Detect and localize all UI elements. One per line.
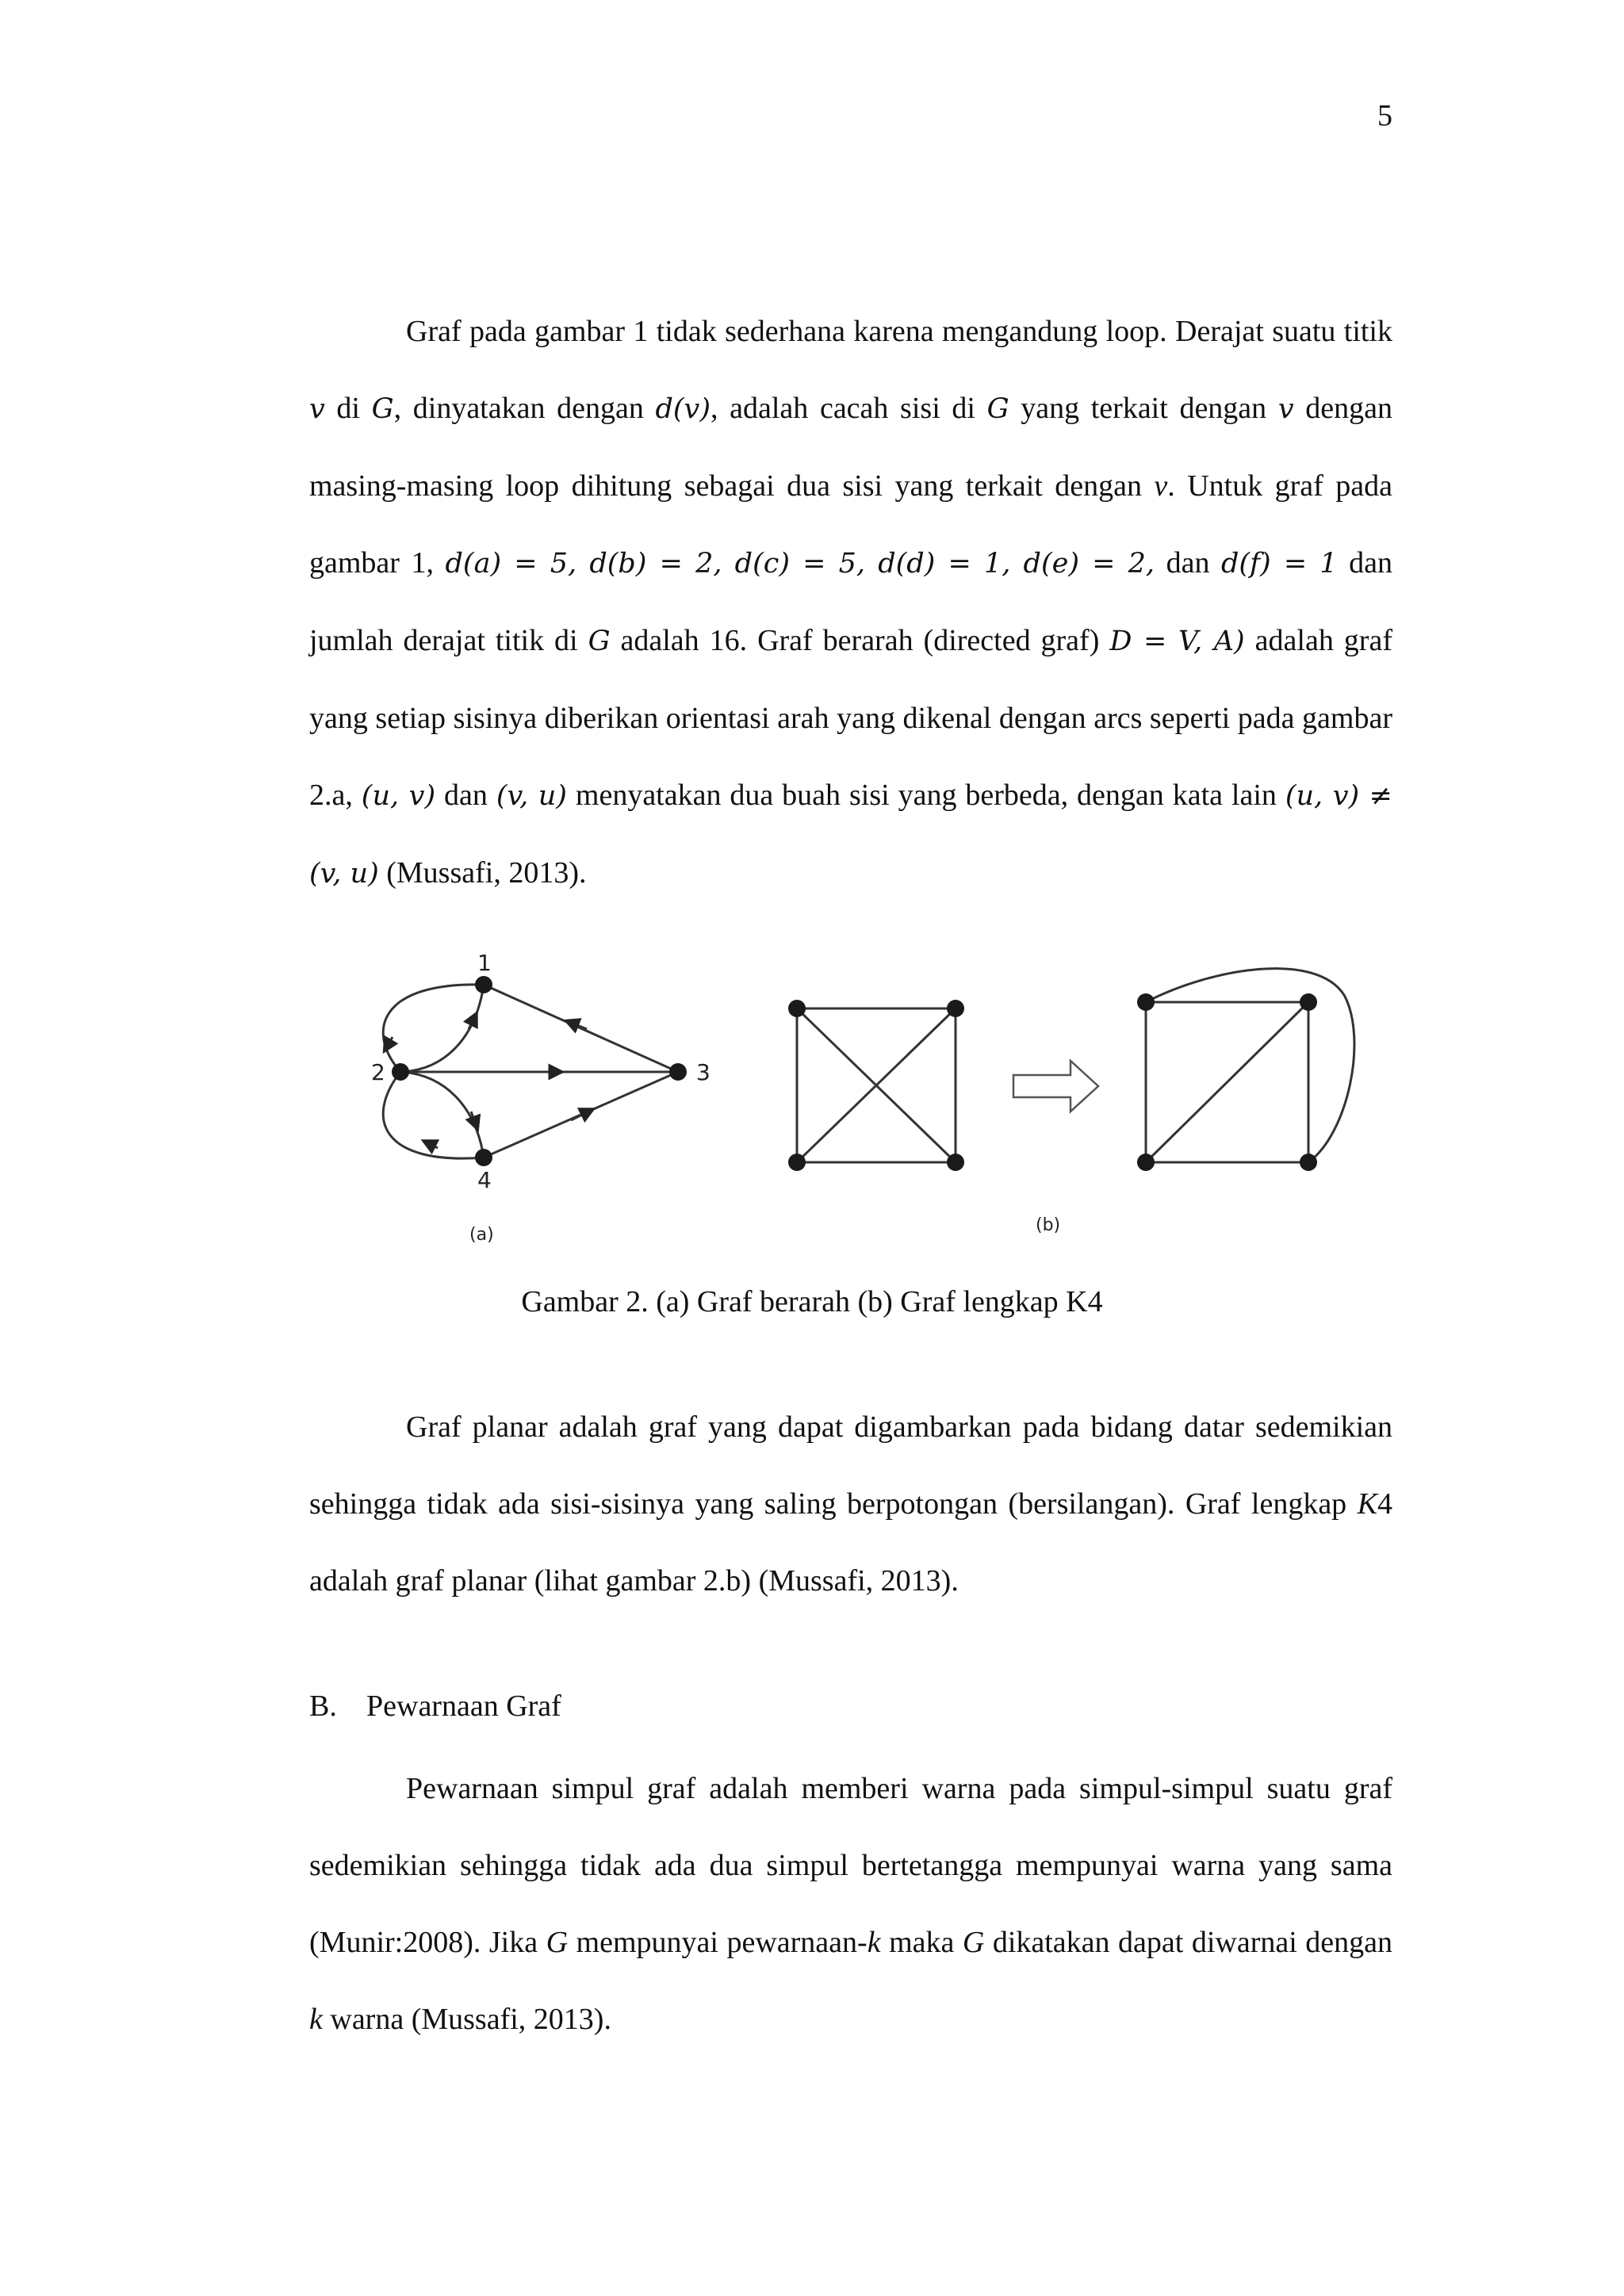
node-1 <box>475 976 492 993</box>
figure-svg <box>349 936 1404 1269</box>
figure-graphs <box>349 936 1404 1269</box>
k4p-node-tr <box>1300 993 1317 1011</box>
k4-planar-outer-edge <box>1146 969 1354 1162</box>
edge-2-1-inner <box>400 985 484 1072</box>
k4-node-bl <box>788 1154 806 1171</box>
node-2 <box>392 1063 409 1081</box>
directed-graph <box>383 985 678 1158</box>
arrow-4-3 <box>571 1112 588 1120</box>
k4p-node-tl <box>1137 993 1155 1011</box>
k4p-node-bl <box>1137 1154 1155 1171</box>
arrow-2-4-outer <box>428 1143 438 1148</box>
arrow-2-1-outer <box>387 1037 393 1047</box>
k4-node-tl <box>788 1000 806 1017</box>
figure-caption: Gambar 2. (a) Graf berarah (b) Graf lengkap K4 <box>521 1285 1103 1318</box>
label-a: (a) <box>469 1225 494 1245</box>
paragraph-coloring: Pewarnaan simpul graf adalah memberi warna pada simpul-simpul suatu graf sedemikian sehingga tidak ada dua simpul bertetangga mempunyai warna yang sama (Munir:2008). Jika G mempunyai pewarnaan-k maka G dikatakan dapat diwarnai dengan k warna (Mussafi, 2013). <box>309 1772 1393 2036</box>
k4-planar <box>1146 969 1354 1162</box>
node-label-4: 4 <box>477 1167 492 1193</box>
node-label-1: 1 <box>477 950 492 976</box>
node-3 <box>669 1063 687 1081</box>
paragraph-directed-graph: Graf pada gambar 1 tidak sederhana karena mengandung loop. Derajat suatu titik v di G, dinyatakan dengan d(v), adalah cacah sisi di G yang terkait dengan v dengan masing-masing loop dihitung sebagai dua sisi yang terkait dengan v. Untuk graf pada gambar 1, d(a) = 5, d(b) = 2, d(c) = 5, d(d) = 1, d(e) = 2, dan d(f) = 1 dan jumlah derajat titik di G adalah 16. Graf berarah (directed graf) D = V, A) adalah graf yang setiap sisinya diberikan orientasi arah yang dikenal dengan arcs seperti pada gambar 2.a, (u, v) dan (v, u) menyatakan dua buah sisi yang berbeda, dengan kata lain (u, v) ≠ (v, u) (Mussafi, 2013). <box>309 315 1393 890</box>
node-label-2: 2 <box>371 1059 385 1085</box>
paragraph-planar: Graf planar adalah graf yang dapat digambarkan pada bidang datar sedemikian sehingga tidak ada sisi-sisinya yang saling berpotongan (bersilangan). Graf lengkap K4 adalah graf planar (lihat gambar 2.b) (Mussafi, 2013). <box>309 1410 1392 1598</box>
label-b: (b) <box>1036 1215 1061 1235</box>
k4-node-tr <box>947 1000 964 1017</box>
node-4 <box>475 1149 492 1166</box>
edge-3-1 <box>484 985 678 1072</box>
page-number: 5 <box>1377 99 1392 132</box>
k4-node-br <box>947 1154 964 1171</box>
node-label-3: 3 <box>696 1059 710 1085</box>
k4-planar-diagonal <box>1146 1002 1308 1162</box>
section-heading: B. Pewarnaan Graf <box>309 1689 561 1723</box>
k4p-node-br <box>1300 1154 1317 1171</box>
k4-crossing <box>797 1008 956 1162</box>
transform-arrow-icon <box>1013 1061 1098 1112</box>
